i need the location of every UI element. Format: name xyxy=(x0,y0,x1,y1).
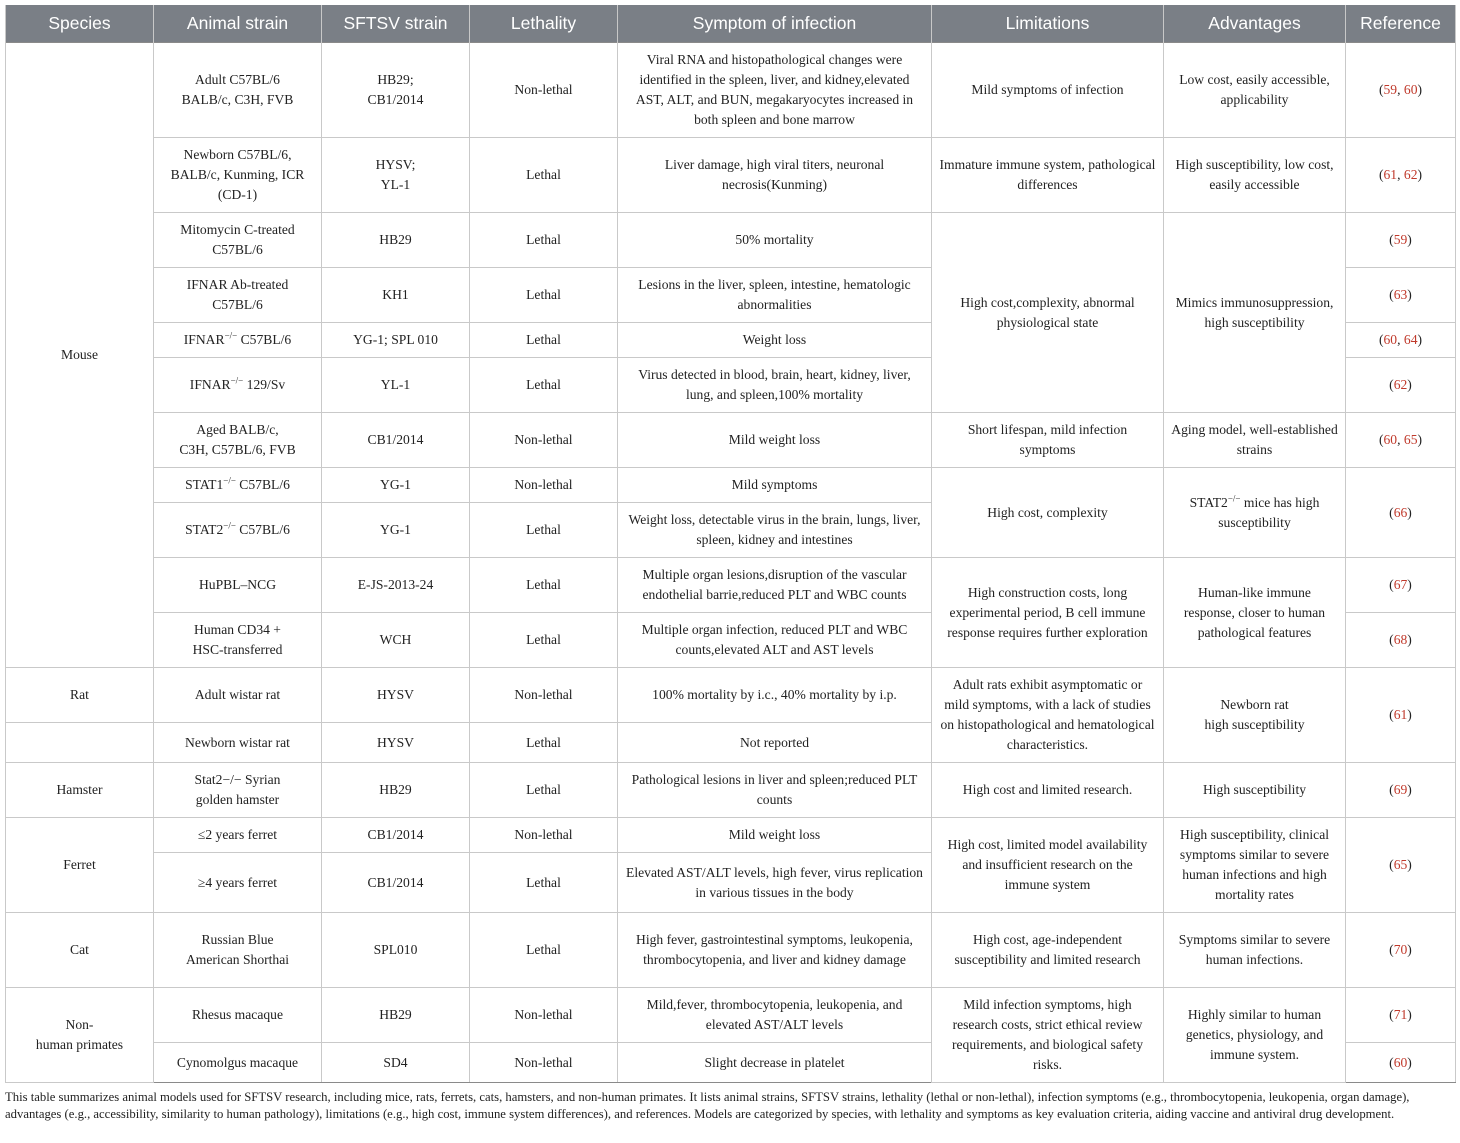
advantage-cell: Low cost, easily accessible, applicability xyxy=(1164,43,1346,138)
advantage-cell-merged: STAT2−/− mice has high susceptibility xyxy=(1164,468,1346,558)
sftsv-strain-cell: YG-1 xyxy=(322,503,470,558)
advantage-cell: Aging model, well-established strains xyxy=(1164,413,1346,468)
lethality-cell: Lethal xyxy=(470,558,618,613)
symptom-cell: Multiple organ lesions,disruption of the vascular endothelial barrie,reduced PLT and WBC counts xyxy=(618,558,932,613)
lethality-cell: Lethal xyxy=(470,913,618,988)
reference-link[interactable]: 65 xyxy=(1403,432,1418,447)
animal-strain-cell: Mitomycin C-treated C57BL/6 xyxy=(154,213,322,268)
species-cell-ferret: Ferret xyxy=(6,818,154,913)
table-row xyxy=(6,468,1456,503)
limitation-cell: High cost, age-independent susceptibility and limited research xyxy=(932,913,1164,988)
reference-link[interactable]: 67 xyxy=(1393,577,1408,592)
reference-cell: (69) xyxy=(1346,763,1456,818)
reference-link[interactable]: 65 xyxy=(1393,857,1408,872)
symptom-cell: Weight loss xyxy=(618,323,932,358)
table-container xyxy=(5,5,1455,1123)
reference-link[interactable]: 70 xyxy=(1393,942,1408,957)
lethality-cell: Lethal xyxy=(470,853,618,913)
species-cell-non-human-primates: Non- human primates xyxy=(6,988,154,1083)
lethality-cell: Lethal xyxy=(470,138,618,213)
limitation-cell: Short lifespan, mild infection symptoms xyxy=(932,413,1164,468)
reference-link[interactable]: 64 xyxy=(1403,332,1418,347)
reference-cell: (66) xyxy=(1346,468,1456,558)
reference-link[interactable]: 60 xyxy=(1383,432,1398,447)
reference-cell: (61, 62) xyxy=(1346,138,1456,213)
reference-cell: (60, 64) xyxy=(1346,323,1456,358)
limitation-cell: High cost and limited research. xyxy=(932,763,1164,818)
lethality-cell: Lethal xyxy=(470,723,618,763)
sftsv-strain-cell: E-JS-2013-24 xyxy=(322,558,470,613)
col-header-species: Species xyxy=(6,5,154,43)
lethality-cell: Lethal xyxy=(470,213,618,268)
lethality-cell: Non-lethal xyxy=(470,413,618,468)
advantage-cell-merged: Newborn rat high susceptibility xyxy=(1164,668,1346,763)
table-row xyxy=(6,763,1456,818)
sftsv-strain-cell: YL-1 xyxy=(322,358,470,413)
reference-cell: (59) xyxy=(1346,213,1456,268)
header-row xyxy=(6,5,1456,43)
advantage-cell-merged: Highly similar to human genetics, physiology, and immune system. xyxy=(1164,988,1346,1083)
symptom-cell: Elevated AST/ALT levels, high fever, virus replication in various tissues in the body xyxy=(618,853,932,913)
reference-link[interactable]: 68 xyxy=(1393,632,1408,647)
reference-cell: (59, 60) xyxy=(1346,43,1456,138)
reference-link[interactable]: 69 xyxy=(1393,782,1408,797)
sftsv-strain-cell: HB29 xyxy=(322,213,470,268)
reference-cell: (60) xyxy=(1346,1043,1456,1083)
table-row xyxy=(6,668,1456,723)
lethality-cell: Non-lethal xyxy=(470,1043,618,1083)
col-header-reference: Reference xyxy=(1346,5,1456,43)
animal-strain-cell: IFNAR Ab-treated C57BL/6 xyxy=(154,268,322,323)
limitation-cell: Mild symptoms of infection xyxy=(932,43,1164,138)
symptom-cell: High fever, gastrointestinal symptoms, leukopenia, thrombocytopenia, and liver and kidney damage xyxy=(618,913,932,988)
symptom-cell: Multiple organ infection, reduced PLT and WBC counts,elevated ALT and AST levels xyxy=(618,613,932,668)
reference-cell: (70) xyxy=(1346,913,1456,988)
reference-cell: (68) xyxy=(1346,613,1456,668)
advantage-cell-merged: Mimics immunosuppression, high susceptibility xyxy=(1164,213,1346,413)
advantage-cell: High susceptibility, low cost, easily accessible xyxy=(1164,138,1346,213)
sftsv-strain-cell: HYSV; YL-1 xyxy=(322,138,470,213)
reference-link[interactable]: 61 xyxy=(1383,167,1398,182)
sftsv-strain-cell: CB1/2014 xyxy=(322,413,470,468)
sftsv-strain-cell: HB29 xyxy=(322,988,470,1043)
col-header-animal-strain: Animal strain xyxy=(154,5,322,43)
animal-strain-cell: IFNAR−/− C57BL/6 xyxy=(154,323,322,358)
col-header-symptom: Symptom of infection xyxy=(618,5,932,43)
animal-strain-cell: IFNAR−/− 129/Sv xyxy=(154,358,322,413)
reference-link[interactable]: 60 xyxy=(1393,1054,1408,1070)
lethality-cell: Non-lethal xyxy=(470,468,618,503)
symptom-cell: Virus detected in blood, brain, heart, kidney, liver, lung, and spleen,100% mortality xyxy=(618,358,932,413)
animal-strain-cell: Rhesus macaque xyxy=(154,988,322,1043)
advantage-cell: High susceptibility xyxy=(1164,763,1346,818)
animal-strain-cell: STAT2−/− C57BL/6 xyxy=(154,503,322,558)
sftsv-strain-cell: SPL010 xyxy=(322,913,470,988)
symptom-cell: 50% mortality xyxy=(618,213,932,268)
sftsv-strain-cell: HYSV xyxy=(322,723,470,763)
table-row xyxy=(6,43,1456,138)
reference-link[interactable]: 62 xyxy=(1393,377,1408,392)
lethality-cell: Non-lethal xyxy=(470,988,618,1043)
table-row xyxy=(6,558,1456,613)
reference-link[interactable]: 60 xyxy=(1403,82,1418,97)
reference-cell: (67) xyxy=(1346,558,1456,613)
animal-strain-cell: Adult C57BL/6 BALB/c, C3H, FVB xyxy=(154,43,322,138)
symptom-cell: Mild symptoms xyxy=(618,468,932,503)
sftsv-strain-cell: HB29; CB1/2014 xyxy=(322,43,470,138)
symptom-cell: Viral RNA and histopathological changes were identified in the spleen, liver, and kidney,elevated AST, ALT, and BUN, megakaryocytes increased in both spleen and bone marrow xyxy=(618,43,932,138)
sftsv-strain-cell: HYSV xyxy=(322,668,470,723)
limitation-cell: Immature immune system, pathological differences xyxy=(932,138,1164,213)
symptom-cell: Mild weight loss xyxy=(618,413,932,468)
symptom-cell: Mild,fever, thrombocytopenia, leukopenia, and elevated AST/ALT levels xyxy=(618,988,932,1043)
symptom-cell: Slight decrease in platelet xyxy=(618,1043,932,1083)
sftsv-strain-cell: YG-1; SPL 010 xyxy=(322,323,470,358)
col-header-sftsv-strain: SFTSV strain xyxy=(322,5,470,43)
symptom-cell: Not reported xyxy=(618,723,932,763)
animal-strain-cell: ≥4 years ferret xyxy=(154,853,322,913)
animal-strain-cell: Newborn C57BL/6, BALB/c, Kunming, ICR (CD-1) xyxy=(154,138,322,213)
reference-cell: (71) xyxy=(1346,988,1456,1043)
lethality-cell: Non-lethal xyxy=(470,818,618,853)
animal-strain-cell: Stat2−/− Syrian golden hamster xyxy=(154,763,322,818)
symptom-cell: 100% mortality by i.c., 40% mortality by i.p. xyxy=(618,668,932,723)
advantage-cell-merged: High susceptibility, clinical symptoms similar to severe human infections and high mortality rates xyxy=(1164,818,1346,913)
symptom-cell: Pathological lesions in liver and spleen;reduced PLT counts xyxy=(618,763,932,818)
limitation-cell-merged: Adult rats exhibit asymptomatic or mild symptoms, with a lack of studies on histopathological and hematological characteristics. xyxy=(932,668,1164,763)
table-row xyxy=(6,138,1456,213)
species-cell-rat: Rat xyxy=(6,668,154,723)
animal-strain-cell: HuPBL–NCG xyxy=(154,558,322,613)
reference-link[interactable]: 66 xyxy=(1393,504,1408,520)
limitation-cell-merged: Mild infection symptoms, high research costs, strict ethical review requirements, and biological safety risks. xyxy=(932,988,1164,1083)
symptom-cell: Mild weight loss xyxy=(618,818,932,853)
species-cell-hamster: Hamster xyxy=(6,763,154,818)
lethality-cell: Lethal xyxy=(470,268,618,323)
lethality-cell: Lethal xyxy=(470,358,618,413)
lethality-cell: Non-lethal xyxy=(470,668,618,723)
animal-strain-cell: Human CD34 + HSC-transferred xyxy=(154,613,322,668)
limitation-cell-merged: High cost, limited model availability and insufficient research on the immune system xyxy=(932,818,1164,913)
sftsv-strain-cell: KH1 xyxy=(322,268,470,323)
animal-strain-cell: Russian Blue American Shorthai xyxy=(154,913,322,988)
table-row xyxy=(6,988,1456,1043)
sftsv-strain-cell: CB1/2014 xyxy=(322,853,470,913)
animal-strain-cell: Aged BALB/c, C3H, C57BL/6, FVB xyxy=(154,413,322,468)
sftsv-strain-cell: HB29 xyxy=(322,763,470,818)
symptom-cell: Liver damage, high viral titers, neuronal necrosis(Kunming) xyxy=(618,138,932,213)
table-row xyxy=(6,213,1456,268)
reference-link[interactable]: 62 xyxy=(1403,167,1418,182)
sftsv-strain-cell: SD4 xyxy=(322,1043,470,1083)
table-row xyxy=(6,818,1456,853)
species-cell-cat: Cat xyxy=(6,913,154,988)
advantage-cell-merged: Human-like immune response, closer to human pathological features xyxy=(1164,558,1346,668)
lethality-cell: Lethal xyxy=(470,613,618,668)
table-row xyxy=(6,413,1456,468)
reference-link[interactable]: 59 xyxy=(1383,82,1398,97)
sftsv-strain-cell: YG-1 xyxy=(322,468,470,503)
reference-link[interactable]: 61 xyxy=(1393,707,1408,722)
reference-cell: (61) xyxy=(1346,668,1456,763)
animal-models-table xyxy=(5,5,1456,1083)
species-cell-empty xyxy=(6,723,154,763)
symptom-cell: Weight loss, detectable virus in the brain, lungs, liver, spleen, kidney and intestines xyxy=(618,503,932,558)
col-header-limitations: Limitations xyxy=(932,5,1164,43)
advantage-cell: Symptoms similar to severe human infections. xyxy=(1164,913,1346,988)
animal-strain-cell: Cynomolgus macaque xyxy=(154,1043,322,1083)
limitation-cell-merged: High construction costs, long experimental period, B cell immune response requires further exploration xyxy=(932,558,1164,668)
reference-cell: (65) xyxy=(1346,818,1456,913)
animal-strain-cell: STAT1−/− C57BL/6 xyxy=(154,468,322,503)
limitation-cell-merged: High cost, complexity xyxy=(932,468,1164,558)
col-header-advantages: Advantages xyxy=(1164,5,1346,43)
limitation-cell-merged: High cost,complexity, abnormal physiological state xyxy=(932,213,1164,413)
table-row xyxy=(6,913,1456,988)
reference-link[interactable]: 59 xyxy=(1393,232,1408,247)
reference-cell: (60, 65) xyxy=(1346,413,1456,468)
lethality-cell: Lethal xyxy=(470,503,618,558)
col-header-lethality: Lethality xyxy=(470,5,618,43)
animal-strain-cell: ≤2 years ferret xyxy=(154,818,322,853)
sftsv-strain-cell: CB1/2014 xyxy=(322,818,470,853)
lethality-cell: Non-lethal xyxy=(470,43,618,138)
reference-cell: (62) xyxy=(1346,358,1456,413)
animal-strain-cell: Newborn wistar rat xyxy=(154,723,322,763)
lethality-cell: Lethal xyxy=(470,323,618,358)
table-caption: This table summarizes animal models used for SFTSV research, including mice, rats, ferrets, cats, hamsters, and non-human primates. It lists animal strains, SFTSV strains, lethality (lethal or non-lethal), infection symptoms (e.g., thrombocytopenia, leukopenia, organ damage), advantages (e.g., accessibility, similarity to human pathology), limitations (e.g., high cost, immune system differences), and references. Models are categorized by species, with lethality and symptoms as key evaluation criteria, aiding vaccine and antiviral drug development. xyxy=(5,1090,1410,1121)
reference-link[interactable]: 63 xyxy=(1393,287,1408,302)
symptom-cell: Lesions in the liver, spleen, intestine, hematologic abnormalities xyxy=(618,268,932,323)
sftsv-strain-cell: WCH xyxy=(322,613,470,668)
reference-link[interactable]: 60 xyxy=(1383,332,1398,347)
reference-cell: (63) xyxy=(1346,268,1456,323)
animal-strain-cell: Adult wistar rat xyxy=(154,668,322,723)
reference-link[interactable]: 71 xyxy=(1393,1007,1408,1022)
lethality-cell: Lethal xyxy=(470,763,618,818)
species-cell-mouse: Mouse xyxy=(6,43,154,668)
